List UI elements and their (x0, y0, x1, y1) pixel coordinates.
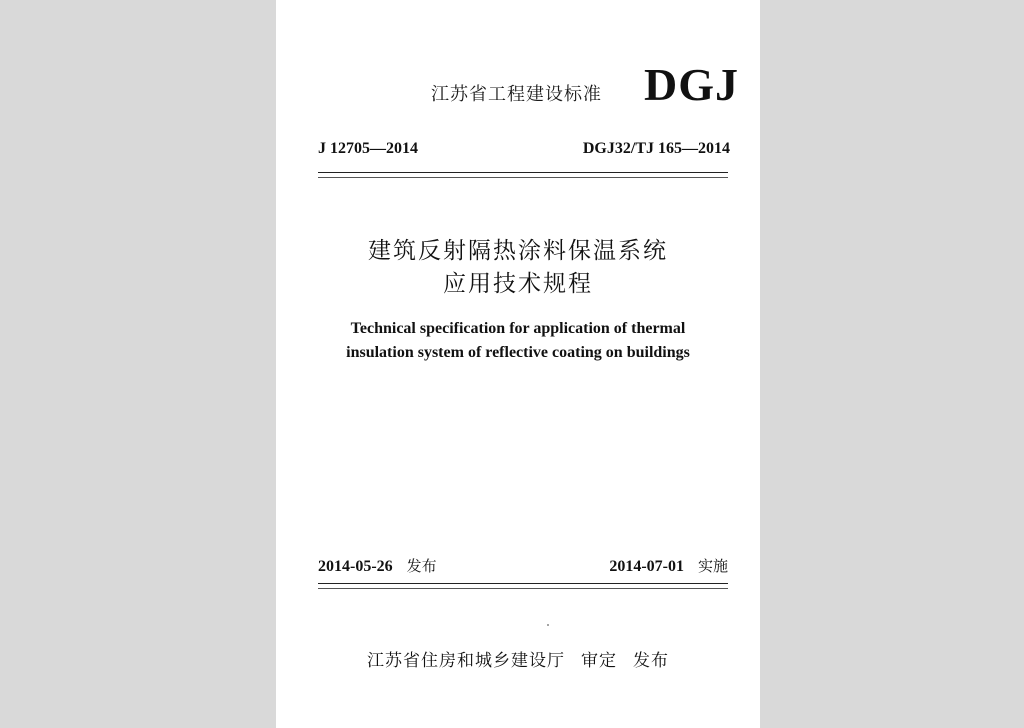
record-number: J 12705—2014 (318, 140, 418, 157)
title-en-line-2: insulation system of reflective coating on buildings (346, 344, 690, 361)
issuer-publish: 发布 (633, 651, 669, 671)
standard-category: 江苏省工程建设标准 (431, 84, 602, 105)
implement-date: 2014-07-01 (609, 558, 684, 575)
issuer-line (276, 646, 760, 671)
print-speck (547, 624, 549, 626)
bottom-divider (318, 583, 728, 584)
standard-code-logo: DGJ (644, 59, 739, 110)
publish-label: 发布 (406, 557, 437, 575)
bottom-divider-thin (318, 588, 728, 589)
document-cover (276, 0, 760, 728)
title-en-line-1: Technical specification for application of thermal (350, 320, 686, 337)
title-cn-line-2: 应用技术规程 (443, 271, 593, 297)
title-cn-line-1: 建筑反射隔热涂料保温系统 (368, 238, 668, 264)
issuer-name: 江苏省住房和城乡建设厅 (367, 651, 565, 671)
top-divider-thin (318, 177, 728, 178)
publish-date: 2014-05-26 (318, 558, 393, 575)
standard-number: DGJ32/TJ 165—2014 (582, 140, 730, 157)
publish-date-block (318, 555, 437, 576)
issuer-approve: 审定 (581, 651, 617, 671)
top-divider (318, 172, 728, 173)
implement-label: 实施 (697, 557, 728, 575)
implement-date-block (609, 555, 728, 576)
